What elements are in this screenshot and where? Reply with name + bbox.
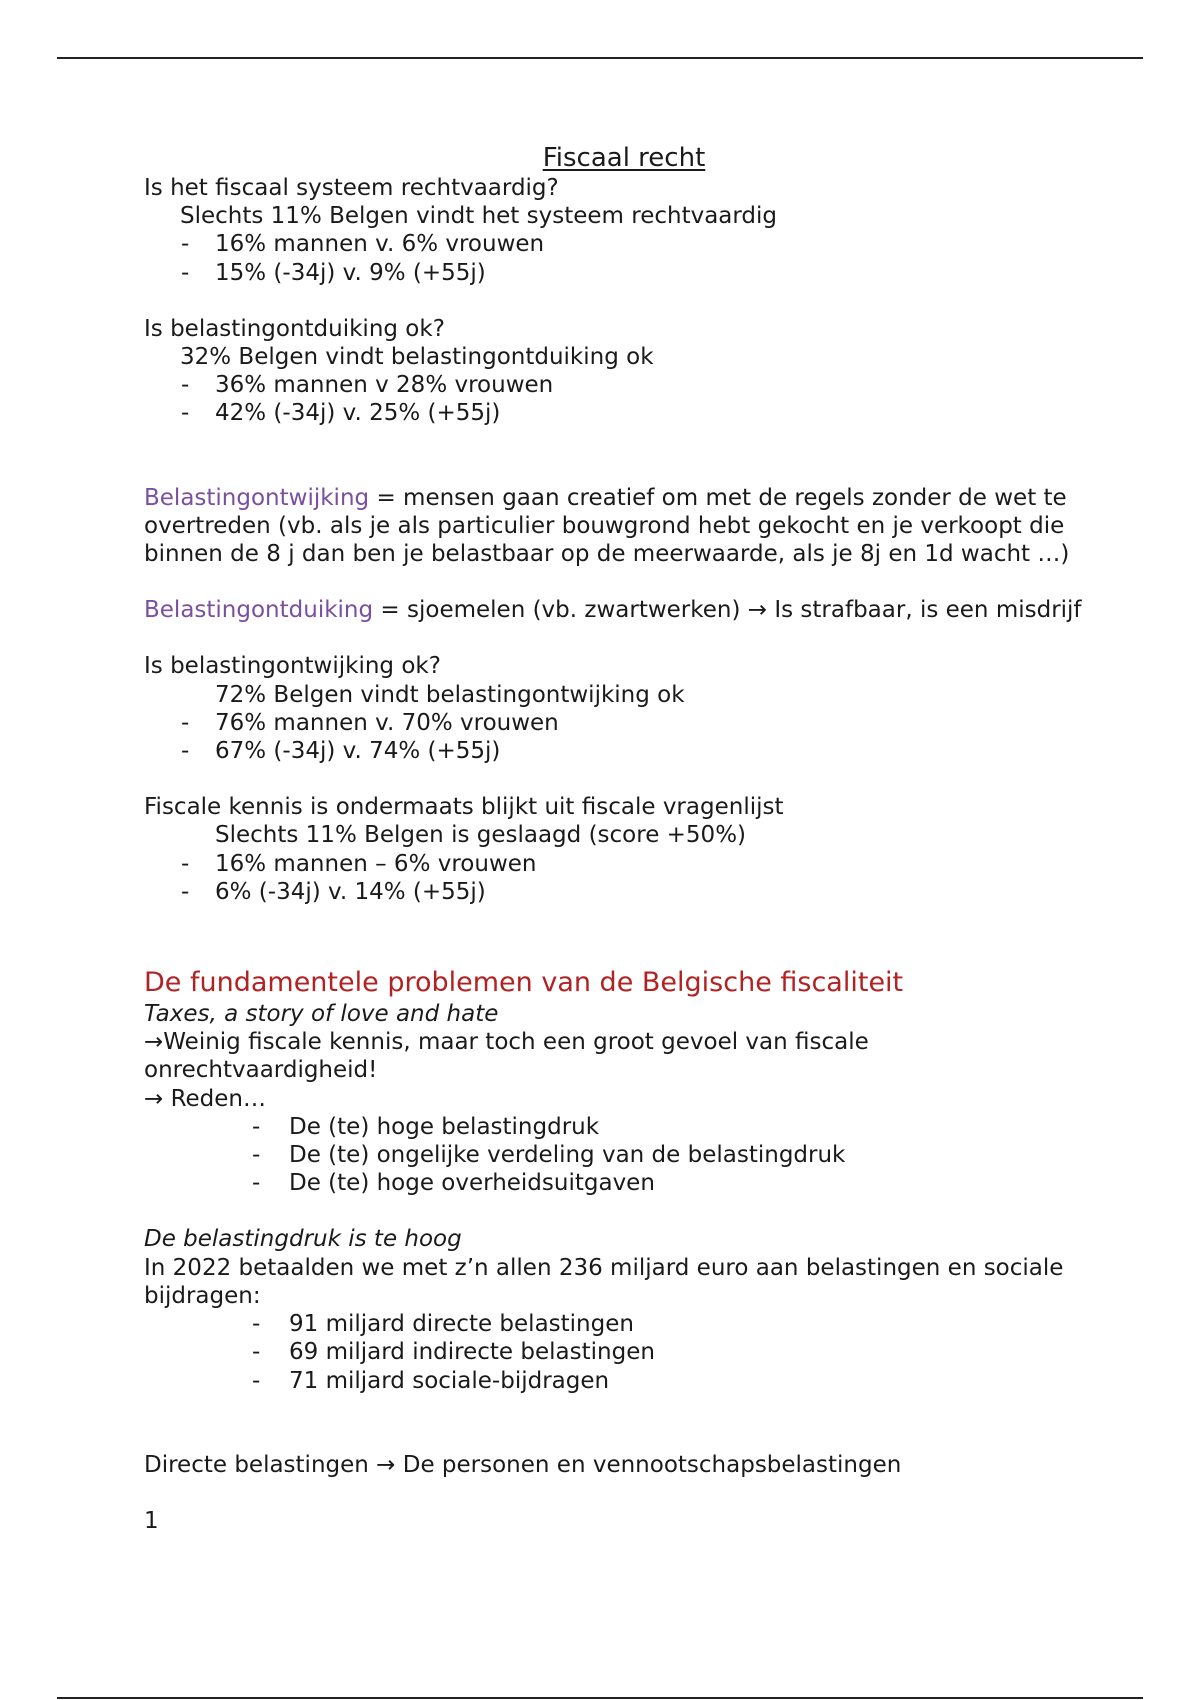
list-item: - 67% (-34j) v. 74% (+55j)	[181, 738, 501, 765]
subheading-belastingdruk: De belastingdruk is te hoog	[144, 1226, 462, 1253]
summary-ontduiking: 32% Belgen vindt belastingontduiking ok	[180, 344, 654, 371]
reasons-label: → Reden…	[144, 1085, 267, 1112]
list-item: - 71 miljard sociale-bijdragen	[252, 1367, 610, 1394]
intro-text: →Weinig fiscale kennis, maar toch een groot gevoel van fiscale onrechtvaardigheid!	[144, 1029, 869, 1084]
list-item: - 6% (-34j) v. 14% (+55j)	[181, 878, 486, 905]
list-item: - 91 miljard directe belastingen	[252, 1311, 634, 1338]
list-item: - De (te) hoge belastingdruk	[252, 1113, 600, 1140]
list-item: - 42% (-34j) v. 25% (+55j)	[181, 400, 501, 427]
definition-ontduiking: Belastingontduiking = sjoemelen (vb. zwartwerken) → Is strafbaar, is een misdrijf	[144, 597, 1082, 624]
question-kennis: Fiscale kennis is ondermaats blijkt uit fiscale vragenlijst	[144, 794, 784, 821]
summary-kennis: Slechts 11% Belgen is geslaagd (score +50%)	[215, 822, 747, 849]
page-number: 1	[144, 1507, 159, 1534]
question-rechtvaardig: Is het fiscaal systeem rechtvaardig?	[144, 175, 559, 201]
section-heading-problemen: De fundamentele problemen van de Belgische fiscaliteit	[144, 967, 904, 999]
term-ontwijking: Belastingontwijking	[144, 484, 370, 511]
top-rule	[57, 57, 1143, 59]
list-item: - De (te) hoge overheidsuitgaven	[252, 1170, 655, 1197]
term-ontduiking: Belastingontduiking	[144, 597, 374, 624]
page-title: Fiscaal recht	[542, 143, 706, 173]
summary-ontwijking: 72% Belgen vindt belastingontwijking ok	[215, 681, 685, 708]
list-item: - De (te) ongelijke verdeling van de belastingdruk	[252, 1142, 846, 1169]
question-ontwijking: Is belastingontwijking ok?	[144, 653, 441, 680]
summary-rechtvaardig: Slechts 11% Belgen vindt het systeem rechtvaardig	[180, 203, 778, 230]
page-content	[144, 142, 1104, 1535]
list-item: - 15% (-34j) v. 9% (+55j)	[181, 259, 486, 286]
question-ontduiking: Is belastingontduiking ok?	[144, 315, 445, 342]
definition-ontwijking: Belastingontwijking = mensen gaan creatief om met de regels zonder de wet te overtreden (vb. als je als particulier bouwgrond hebt gekocht en je verkoopt die binnen de 8 j dan ben je belastbaar op de meerwaarde, als je 8j en 1d wacht …)	[144, 484, 1070, 568]
list-item: - 16% mannen – 6% vrouwen	[181, 850, 537, 877]
direct-belastingen: Directe belastingen → De personen en vennootschapsbelastingen	[144, 1451, 902, 1478]
druk-text: In 2022 betaalden we met z’n allen 236 miljard euro aan belastingen en sociale bijdragen:	[144, 1254, 1064, 1309]
list-item: - 69 miljard indirecte belastingen	[252, 1339, 655, 1366]
list-item: - 76% mannen v. 70% vrouwen	[181, 709, 559, 736]
subtitle: Taxes, a story of love and hate	[144, 1001, 499, 1028]
list-item: - 16% mannen v. 6% vrouwen	[181, 231, 545, 258]
bottom-rule	[57, 1697, 1143, 1699]
list-item: - 36% mannen v 28% vrouwen	[181, 372, 554, 399]
